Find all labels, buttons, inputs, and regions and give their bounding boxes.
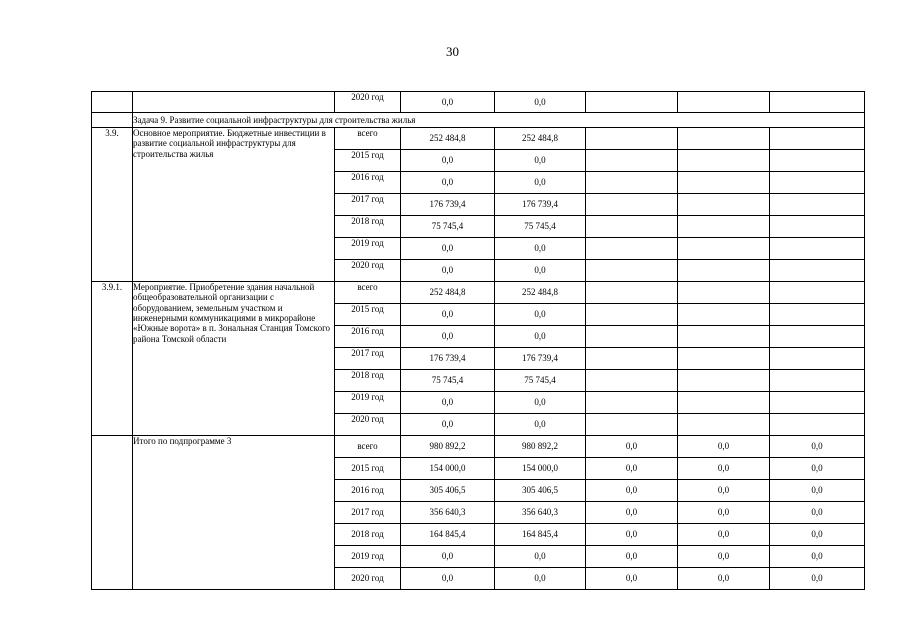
year-cell: 2018 год (335, 370, 401, 392)
value-cell: 980 892,2 (401, 436, 495, 458)
task-row (92, 113, 865, 128)
table-row (92, 128, 865, 150)
value-cell: 0,0 (401, 150, 495, 172)
year-cell: 2016 год (335, 172, 401, 194)
value-cell: 0,0 (495, 326, 586, 348)
value-cell: 0,0 (495, 172, 586, 194)
value-cell: 0,0 (495, 260, 586, 282)
value-cell: 0,0 (770, 524, 865, 546)
row-index: 3.9. (92, 128, 133, 282)
value-cell: 0,0 (678, 458, 770, 480)
year-cell: 2019 год (335, 546, 401, 568)
value-cell: 75 745,4 (401, 216, 495, 238)
value-cell: 164 845,4 (401, 524, 495, 546)
year-cell: 2017 год (335, 502, 401, 524)
value-cell: 0,0 (586, 436, 678, 458)
value-cell: 0,0 (678, 546, 770, 568)
value-cell: 0,0 (401, 568, 495, 590)
value-cell: 0,0 (495, 414, 586, 436)
year-cell: 2015 год (335, 458, 401, 480)
year-cell: 2017 год (335, 348, 401, 370)
value-cell: 980 892,2 (495, 436, 586, 458)
value-cell: 0,0 (401, 92, 495, 113)
page-number: 30 (446, 44, 459, 59)
value-cell: 0,0 (401, 546, 495, 568)
table-row (92, 282, 865, 304)
year-cell: 2019 год (335, 238, 401, 260)
year-cell: 2020 год (335, 260, 401, 282)
value-cell: 0,0 (495, 546, 586, 568)
year-cell: всего (335, 128, 401, 150)
value-cell: 0,0 (586, 524, 678, 546)
value-cell: 176 739,4 (495, 348, 586, 370)
year-cell: 2019 год (335, 392, 401, 414)
task-title: Задача 9. Развитие социальной инфраструктуры для строительства жилья (133, 113, 865, 128)
value-cell: 0,0 (770, 568, 865, 590)
year-cell: 2020 год (335, 568, 401, 590)
value-cell: 0,0 (586, 480, 678, 502)
year-cell: 2015 год (335, 304, 401, 326)
row-description: Основное мероприятие. Бюджетные инвестиции в развитие социальной инфраструктуры для строительства жилья (133, 128, 335, 282)
year-cell: 2015 год (335, 150, 401, 172)
value-cell: 0,0 (495, 238, 586, 260)
year-cell: 2018 год (335, 524, 401, 546)
total-label: Итого по подпрограмме 3 (133, 436, 335, 590)
value-cell: 0,0 (495, 150, 586, 172)
value-cell: 0,0 (401, 326, 495, 348)
year-cell: 2020 год (335, 92, 401, 113)
value-cell: 0,0 (678, 568, 770, 590)
value-cell: 356 640,3 (495, 502, 586, 524)
year-cell: всего (335, 436, 401, 458)
value-cell: 252 484,8 (495, 128, 586, 150)
value-cell: 0,0 (495, 568, 586, 590)
year-cell: всего (335, 282, 401, 304)
value-cell: 0,0 (586, 502, 678, 524)
value-cell: 0,0 (770, 480, 865, 502)
value-cell: 0,0 (401, 392, 495, 414)
value-cell: 252 484,8 (401, 128, 495, 150)
value-cell: 154 000,0 (401, 458, 495, 480)
value-cell: 154 000,0 (495, 458, 586, 480)
year-cell: 2018 год (335, 216, 401, 238)
year-cell: 2016 год (335, 326, 401, 348)
value-cell: 305 406,5 (401, 480, 495, 502)
value-cell: 0,0 (495, 92, 586, 113)
value-cell: 75 745,4 (495, 216, 586, 238)
value-cell: 0,0 (678, 524, 770, 546)
year-cell: 2017 год (335, 194, 401, 216)
value-cell: 305 406,5 (495, 480, 586, 502)
value-cell: 252 484,8 (495, 282, 586, 304)
value-cell: 75 745,4 (401, 370, 495, 392)
value-cell: 0,0 (401, 414, 495, 436)
value-cell: 0,0 (495, 304, 586, 326)
year-cell: 2020 год (335, 414, 401, 436)
value-cell: 0,0 (586, 546, 678, 568)
value-cell: 0,0 (678, 502, 770, 524)
row-index: 3.9.1. (92, 282, 133, 436)
row-description: Мероприятие. Приобретение здания начальной общеобразовательной организации с оборудованием, земельным участком и инженерными коммуникациями в микрорайоне «Южные ворота» в п. Зональная Станция Томского района Томской области (133, 282, 335, 436)
value-cell: 0,0 (770, 436, 865, 458)
value-cell: 75 745,4 (495, 370, 586, 392)
value-cell: 176 739,4 (401, 348, 495, 370)
value-cell: 0,0 (770, 502, 865, 524)
value-cell: 164 845,4 (495, 524, 586, 546)
year-cell: 2016 год (335, 480, 401, 502)
value-cell: 0,0 (401, 238, 495, 260)
total-row (92, 436, 865, 458)
value-cell: 0,0 (495, 392, 586, 414)
value-cell: 0,0 (586, 458, 678, 480)
value-cell: 0,0 (678, 480, 770, 502)
table-row (92, 92, 865, 113)
value-cell: 0,0 (770, 546, 865, 568)
value-cell: 356 640,3 (401, 502, 495, 524)
value-cell: 176 739,4 (495, 194, 586, 216)
value-cell: 0,0 (401, 172, 495, 194)
value-cell: 0,0 (586, 568, 678, 590)
value-cell: 0,0 (401, 304, 495, 326)
value-cell: 0,0 (770, 458, 865, 480)
value-cell: 252 484,8 (401, 282, 495, 304)
value-cell: 0,0 (401, 260, 495, 282)
value-cell: 0,0 (678, 436, 770, 458)
budget-table (91, 91, 865, 590)
value-cell: 176 739,4 (401, 194, 495, 216)
